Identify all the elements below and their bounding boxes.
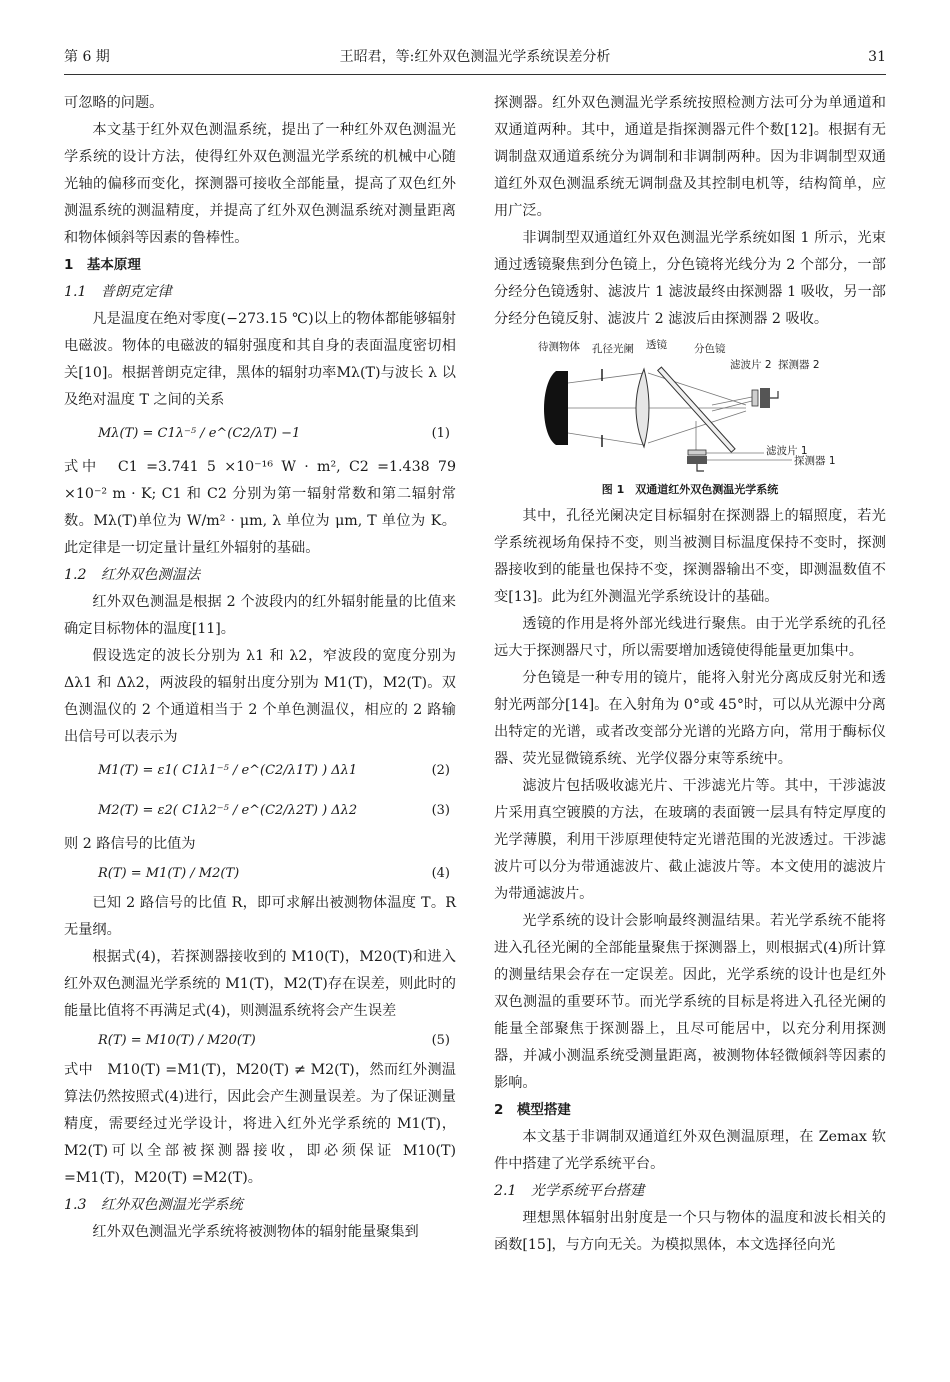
paragraph: 可忽略的问题。 bbox=[64, 95, 164, 111]
paragraph: 非调制型双通道红外双色测温光学系统如图 1 所示，光束通过透镜聚焦到分色镜上，分色镜将光线分为 2 个部分，一部分经分色镜透射、滤波片 1 滤波最终由探测器 1 吸收，另一部分经分色镜反射、滤波片 2 滤波后由探测器 2 吸收。 bbox=[494, 230, 886, 327]
page-number: 31 bbox=[868, 49, 886, 65]
journal-issue: 第 6 期 bbox=[64, 49, 110, 65]
equation-body: R(T) = M1(T) / M2(T) bbox=[98, 866, 240, 881]
subsection-heading: 1.1 普朗克定律 bbox=[64, 284, 172, 300]
left-column bbox=[64, 90, 456, 1246]
paragraph: 其中，孔径光阑决定目标辐射在探测器上的辐照度，若光学系统视场角保持不变，则当被测目标温度保持不变时，探测器接收到的能量也保持不变，探测器输出不变，即测温数值不变[13]。此为红外测温光学系统设计的基础。 bbox=[494, 508, 886, 605]
equation-number: (1) bbox=[431, 426, 450, 441]
equation-body: M2(T) = ε2( C1λ2⁻⁵ / e^(C2/λ2T) ) Δλ2 bbox=[98, 803, 358, 818]
paragraph: 红外双色测温是根据 2 个波段内的红外辐射能量的比值来确定目标物体的温度[11]。 bbox=[64, 594, 456, 637]
paragraph: 已知 2 路信号的比值 R，即可求解出被测物体温度 T。R 无量纲。 bbox=[64, 895, 456, 938]
equation-number: (3) bbox=[431, 803, 450, 818]
detector-2 bbox=[760, 388, 770, 408]
equation-1 bbox=[64, 414, 456, 454]
ray bbox=[712, 397, 752, 405]
object-body bbox=[544, 371, 568, 445]
filter-1 bbox=[688, 450, 706, 455]
filter-2 bbox=[752, 390, 758, 406]
label-aperture: 孔径光阑 bbox=[592, 343, 634, 355]
paragraph: 探测器。红外双色测温光学系统按照检测方法可分为单通道和双通道两种。其中，通道是指探测器元件个数[12]。根据有无调制盘双通道系统分为调制和非调制两种。因为非调制型双通道红外双色测温系统无调制盘及其控制电机等，结构简单，应用广泛。 bbox=[494, 95, 886, 219]
section-heading: 2 模型搭建 bbox=[494, 1102, 571, 1118]
paragraph: 滤波片包括吸收滤光片、干涉滤光片等。其中，干涉滤波片采用真空镀膜的方法，在玻璃的表面镀一层具有特定厚度的光学薄膜，利用干涉原理使特定光谱范围的光波透过。干涉滤波片可以分为带通滤波片、截止滤波片等。本文使用的滤波片为带通滤波片。 bbox=[494, 778, 886, 902]
label-filter-1: 滤波片 1 bbox=[766, 445, 808, 457]
ray bbox=[648, 373, 746, 405]
paragraph: 凡是温度在绝对零度(−273.15 ℃)以上的物体都能够辐射电磁波。物体的电磁波的辐射强度和其自身的表面温度密切相关[10]。根据普朗克定律，黑体的辐射功率Mλ(T)与波长 λ 以及绝对温度 T 之间的关系 bbox=[64, 311, 456, 408]
equation-4 bbox=[64, 858, 456, 890]
paragraph: 本文基于红外双色测温系统，提出了一种红外双色测温光学系统的设计方法，使得红外双色测温光学系统的机械中心随光轴的偏移而变化，探测器可接收全部能量，提高了双色红外测温系统的测温精度，并提高了红外双色测温系统对测量距离和物体倾斜等因素的鲁棒性。 bbox=[64, 122, 456, 246]
label-detector-1: 探测器 1 bbox=[794, 455, 836, 467]
label-detector-2: 探测器 2 bbox=[778, 359, 820, 371]
paragraph: 理想黑体辐射出射度是一个只与物体的温度和波长相关的函数[15]，与方向无关。为模拟黑体，本文选择径向光 bbox=[494, 1210, 886, 1253]
section-heading: 1 基本原理 bbox=[64, 257, 141, 273]
detector-1-wire bbox=[697, 464, 704, 471]
page-header bbox=[64, 44, 886, 70]
optical-system-drawing bbox=[494, 335, 886, 475]
header-rule bbox=[64, 74, 886, 75]
equation-3 bbox=[64, 791, 456, 831]
paragraph: 式中 M10(T) =M1(T)，M20(T) ≠ M2(T)，然而红外测温算法仍然按照式(4)进行，因此会产生测量误差。为了保证测量精度，需要经过光学设计，将进入红外光学系统的 M1(T)，M2(T)可以全部被探测器接收，即必须保证 M10(T) =M1(T)，M20(T) =M2(T)。 bbox=[64, 1062, 456, 1186]
paragraph: 式中 C1 =3.741 5 ×10⁻¹⁶ W · m², C2 =1.438 79 ×10⁻² m · K; C1 和 C2 分别为第一辐射常数和第二辐射常数。Mλ(T)单位为 W/m² · μm, λ 单位为 μm, T 单位为 K。此定律是一切定量计量红外辐射的基础。 bbox=[64, 459, 456, 556]
subsection-heading: 1.2 红外双色测温法 bbox=[64, 567, 201, 583]
label-object: 待测物体 bbox=[538, 341, 580, 353]
equation-5 bbox=[64, 1025, 456, 1057]
label-filter-2: 滤波片 2 bbox=[730, 359, 772, 371]
paragraph: 分色镜是一种专用的镜片，能将入射光分离成反射光和透射光两部分[14]。在入射角为 0°或 45°时，可以从光源中分离出特定的光谱，或者改变部分光谱的光路方向，常用于酶标仪器、荧光显微镜系统、光学仪器分束等系统中。 bbox=[494, 670, 886, 767]
equation-number: (2) bbox=[431, 763, 450, 778]
right-column bbox=[494, 90, 886, 1259]
equation-body: M1(T) = ε1( C1λ1⁻⁵ / e^(C2/λ1T) ) Δλ1 bbox=[98, 763, 358, 778]
label-lens: 透镜 bbox=[646, 339, 667, 351]
ray bbox=[568, 433, 644, 445]
subsection-heading: 1.3 红外双色测温光学系统 bbox=[64, 1197, 243, 1213]
ray bbox=[712, 401, 752, 411]
equation-body: Mλ(T) = C1λ⁻⁵ / e^(C2/λT) −1 bbox=[98, 426, 301, 441]
paragraph: 则 2 路信号的比值为 bbox=[64, 836, 196, 852]
figure-1-optical-diagram bbox=[494, 335, 886, 475]
ray bbox=[648, 411, 746, 443]
equation-number: (4) bbox=[431, 866, 450, 881]
paragraph: 透镜的作用是将外部光线进行聚焦。由于光学系统的孔径远大于探测器尺寸，所以需要增加透镜使得能量更加集中。 bbox=[494, 616, 886, 659]
lens-shape bbox=[636, 369, 649, 447]
equation-2 bbox=[64, 751, 456, 791]
paragraph: 本文基于非调制双通道红外双色测温原理，在 Zemax 软件中搭建了光学系统平台。 bbox=[494, 1129, 886, 1172]
detector-2-wire bbox=[770, 391, 778, 398]
paragraph: 光学系统的设计会影响最终测温结果。若光学系统不能将进入孔径光阑的全部能量聚焦于探测器上，则根据式(4)所计算的测量结果会存在一定误差。因此，光学系统的设计也是红外双色测温的重要环节。而光学系统的目标是将进入孔径光阑的能量全部聚焦于探测器上，且尽可能居中，以充分利用探测器，并减小测温系统受测量距离，被测物体轻微倾斜等因素的影响。 bbox=[494, 913, 886, 1091]
subsection-heading: 2.1 光学系统平台搭建 bbox=[494, 1183, 645, 1199]
detector-1 bbox=[687, 456, 707, 464]
running-title: 王昭君，等:红外双色测温光学系统误差分析 bbox=[339, 49, 611, 65]
paragraph: 红外双色测温光学系统将被测物体的辐射能量聚集到 bbox=[92, 1224, 419, 1240]
paragraph: 假设选定的波长分别为 λ1 和 λ2，窄波段的宽度分别为 Δλ1 和 Δλ2，两波段的辐射出度分别为 M1(T)，M2(T)。双色测温仪的 2 个通道相当于 2 个单色测温仪，相应的 2 路输出信号可以表示为 bbox=[64, 648, 456, 745]
equation-number: (5) bbox=[431, 1033, 450, 1048]
ray bbox=[568, 373, 644, 383]
equation-body: R(T) = M10(T) / M20(T) bbox=[98, 1033, 256, 1048]
paragraph: 根据式(4)，若探测器接收到的 M10(T)，M20(T)和进入红外双色测温光学系统的 M1(T)，M2(T)存在误差，则此时的能量比值将不再满足式(4)，则测温系统将会产生误差 bbox=[64, 949, 456, 1019]
label-splitter: 分色镜 bbox=[694, 343, 726, 355]
figure-caption: 图 1 双通道红外双色测温光学系统 bbox=[601, 483, 779, 496]
